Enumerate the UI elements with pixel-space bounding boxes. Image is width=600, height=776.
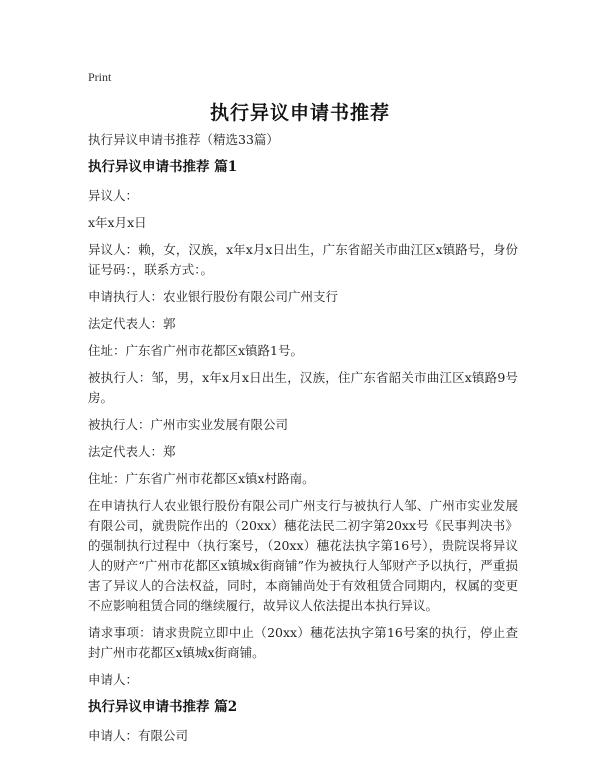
- respondent-2: 被执行人：广州市实业发展有限公司: [88, 417, 289, 432]
- section-heading-2: 执行异议申请书推荐 篇2: [88, 699, 238, 715]
- address-1: 住址：广东省广州市花都区x镇路1号。: [88, 343, 304, 358]
- facts-paragraph: 在申请执行人农业银行股份有限公司广州支行与被执行人邹、广州市实业发展有限公司，就贵院作出的（20xx）穗花法民二初字第20xx号《民事判决书》的强制执行过程中（执行案号，（20xx）穗花法执字第16号），贵院误将异议人的财产“广州市花都区x镇城x街商铺”作为被执行人邹财产予以执行，严重损害了异议人的合法权益，同时，本商铺尚处于有效租赁合同期内，权属的变更不应影响租赁合同的继续履行，故异议人依法提出本执行异议。: [88, 498, 518, 613]
- document-subtitle: 执行异议申请书推荐（精选33篇）: [88, 132, 279, 147]
- legal-representative-2: 法定代表人：郑: [88, 444, 176, 459]
- document-body: [88, 130, 518, 753]
- section-heading-1: 执行异议申请书推荐 篇1: [88, 159, 238, 175]
- respondent-1: 被执行人：邹，男，x年x月x日出生，汉族，住广东省韶关市曲江区x镇路9号房。: [88, 370, 518, 405]
- request-items: 请求事项：请求贵院立即中止（20xx）穗花法执字第16号案的执行，停止查封广州市花都区x镇城x街商铺。: [88, 625, 518, 660]
- applicant-company: 申请人：有限公司: [88, 728, 189, 743]
- objector-info: 异议人：赖，女，汉族，x年x月x日出生，广东省韶关市曲江区x镇路号，身份证号码：，联系方式：。: [88, 242, 518, 277]
- date-line: x年x月x日: [88, 215, 147, 230]
- objector-label: 异议人：: [88, 188, 139, 203]
- address-2: 住址：广东省广州市花都区x镇x村路南。: [88, 471, 315, 486]
- legal-representative-1: 法定代表人：郭: [88, 316, 176, 331]
- print-link[interactable]: Print: [88, 70, 112, 84]
- applicant-signature-label: 申请人：: [88, 672, 139, 687]
- document-title: 执行异议申请书推荐: [209, 102, 390, 124]
- applicant-executor: 申请执行人：农业银行股份有限公司广州支行: [88, 289, 339, 304]
